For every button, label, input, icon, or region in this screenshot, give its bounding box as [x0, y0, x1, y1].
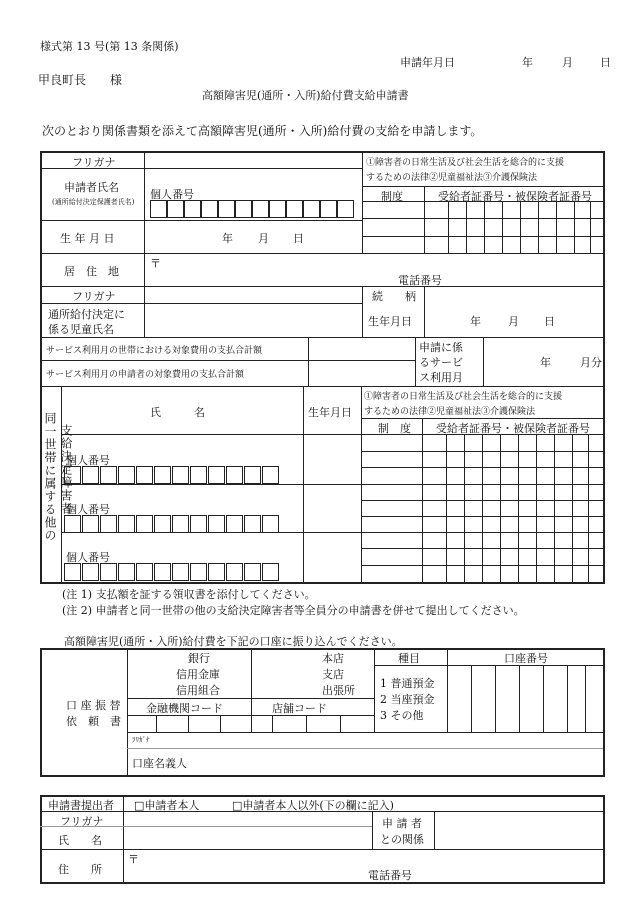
bank-label-2: 依 頼 書 — [66, 715, 121, 728]
applicant-name-sublabel: (通所給付決定保護者氏名) — [52, 198, 135, 206]
application-day: 日 — [600, 56, 611, 69]
branch-office: 出張所 — [322, 684, 355, 697]
account-type-3: 3 その他 — [380, 709, 424, 722]
birth-day: 日 — [293, 232, 304, 245]
account-number-header: 口座番号 — [504, 652, 548, 665]
household-vertical-label-b: 支給決定障害者 — [59, 424, 73, 515]
submitter-furigana-label: フリガナ — [60, 815, 104, 828]
child-birth-year: 年 — [470, 315, 481, 328]
household-my-number-field-1[interactable] — [64, 466, 286, 484]
child-birth-day: 日 — [544, 315, 555, 328]
addressee: 甲良町長 様 — [38, 73, 123, 87]
note-2: (注 2) 申請者と同一世帯の他の支給決定障害者等全員分の申請書を併せて提出してください。 — [62, 604, 525, 617]
account-type-1: 1 普通預金 — [380, 677, 435, 690]
submitter-label: 申請書提出者 — [48, 799, 114, 812]
address-postal-mark: 〒 — [150, 257, 161, 270]
household-law-note-2: するための法律②児童福祉法③介護保険法 — [364, 407, 536, 417]
bank-type-bank: 銀行 — [188, 652, 210, 665]
submitter-relation-label-1: 申 請 者 — [382, 817, 422, 830]
applicant-name-label: 申請者氏名 — [64, 181, 119, 194]
child-birth-month: 月 — [508, 315, 519, 328]
applicant-cert-header: 受給者証番号・被保険者証番号 — [438, 190, 592, 203]
child-name-label-1: 通所給付決定に — [48, 308, 125, 321]
bank-intro: 高額障害児(通所・入所)給付費を下記の口座に振り込んでください。 — [64, 635, 403, 648]
form-title: 高額障害児(通所・入所)給付費支給申請書 — [202, 89, 409, 102]
household-my-number-field-2[interactable] — [64, 515, 286, 533]
household-system-header: 制 度 — [378, 422, 411, 435]
child-name-label-2: 係る児童氏名 — [48, 323, 114, 336]
account-type-header: 種目 — [398, 652, 420, 665]
birth-month: 月 — [258, 232, 269, 245]
form-number: 様式第 13 号(第 13 条関係) — [40, 40, 179, 53]
birth-label: 生 年 月 日 — [60, 232, 115, 245]
household-name-header: 氏 名 — [150, 406, 205, 419]
applicant-system-header: 制度 — [381, 190, 403, 203]
bank-type-kumiai: 信用組合 — [176, 684, 220, 697]
service-month-month: 月分 — [580, 356, 602, 369]
submitter-address-label: 住 所 — [58, 863, 102, 876]
child-birth-label: 生年月日 — [368, 315, 412, 328]
branch-main: 本店 — [322, 652, 344, 665]
application-year: 年 — [522, 56, 533, 69]
address-label: 居 住 地 — [64, 265, 119, 278]
applicant-my-number-field[interactable] — [150, 200, 354, 218]
household-cert-header: 受給者証番号・被保険者証番号 — [436, 422, 590, 435]
service-month-year: 年 — [540, 356, 551, 369]
service-month-label-3: ス利用月 — [419, 371, 463, 384]
holder-furigana-label: ﾌﾘｶﾞﾅ — [132, 736, 150, 744]
applicant-total-label: サービス利用月の申請者の対象費用の支払合計額 — [46, 370, 245, 380]
submitter-option-other[interactable]: □申請者本人以外(下の欄に記入) — [232, 799, 394, 812]
bank-type-shinkin: 信用金庫 — [176, 668, 220, 681]
relation-label: 続 柄 — [372, 290, 416, 303]
submitter-relation-label-2: との関係 — [380, 833, 424, 846]
household-birth-header: 生年月日 — [308, 406, 352, 419]
applicant-law-note-1: ①障害者の日常生活及び社会生活を総合的に支援 — [366, 158, 565, 168]
household-my-number-label-3: 個人番号 — [66, 551, 110, 564]
birth-year: 年 — [222, 232, 233, 245]
service-month-label-2: るサービ — [419, 356, 463, 369]
applicant-furigana-label: フリガナ — [72, 156, 116, 169]
address-phone-label: 電話番号 — [398, 274, 442, 287]
intro-text: 次のとおり関係書類を添えて高額障害児(通所・入所)給付費の支給を申請します。 — [42, 124, 483, 138]
applicant-my-number-label: 個人番号 — [150, 188, 194, 201]
application-date-label: 申請年月日 — [400, 56, 455, 69]
household-my-number-label-1: 個人番号 — [66, 454, 110, 467]
submitter-option-self[interactable]: □申請者本人 — [134, 799, 200, 812]
submitter-phone-label: 電話番号 — [368, 869, 412, 882]
bank-label-1: 口 座 振 替 — [66, 699, 121, 712]
submitter-name-label: 氏 名 — [58, 834, 102, 847]
household-law-note-1: ①障害者の日常生活及び社会生活を総合的に支援 — [364, 392, 563, 402]
service-month-label-1: 申請に係 — [419, 341, 463, 354]
branch-branch: 支店 — [322, 668, 344, 681]
branch-code-label: 店舗コード — [272, 702, 327, 715]
household-my-number-label-2: 個人番号 — [66, 503, 110, 516]
account-type-2: 2 当座預金 — [380, 693, 435, 706]
application-month: 月 — [562, 56, 573, 69]
child-furigana-label: フリガナ — [72, 290, 116, 303]
household-vertical-label-a: 同一世帯に属する他の — [43, 412, 57, 542]
applicant-law-note-2: するための法律②児童福祉法③介護保険法 — [366, 173, 538, 183]
institution-code-label: 金融機関コード — [146, 702, 223, 715]
household-total-label: サービス利用月の世帯における対象費用の支払合計額 — [46, 346, 263, 356]
household-my-number-field-3[interactable] — [64, 563, 286, 581]
account-holder-label: 口座名義人 — [132, 757, 187, 770]
submitter-postal-mark: 〒 — [128, 853, 139, 866]
note-1: (注 1) 支払額を証する領収書を添付してください。 — [62, 588, 316, 601]
